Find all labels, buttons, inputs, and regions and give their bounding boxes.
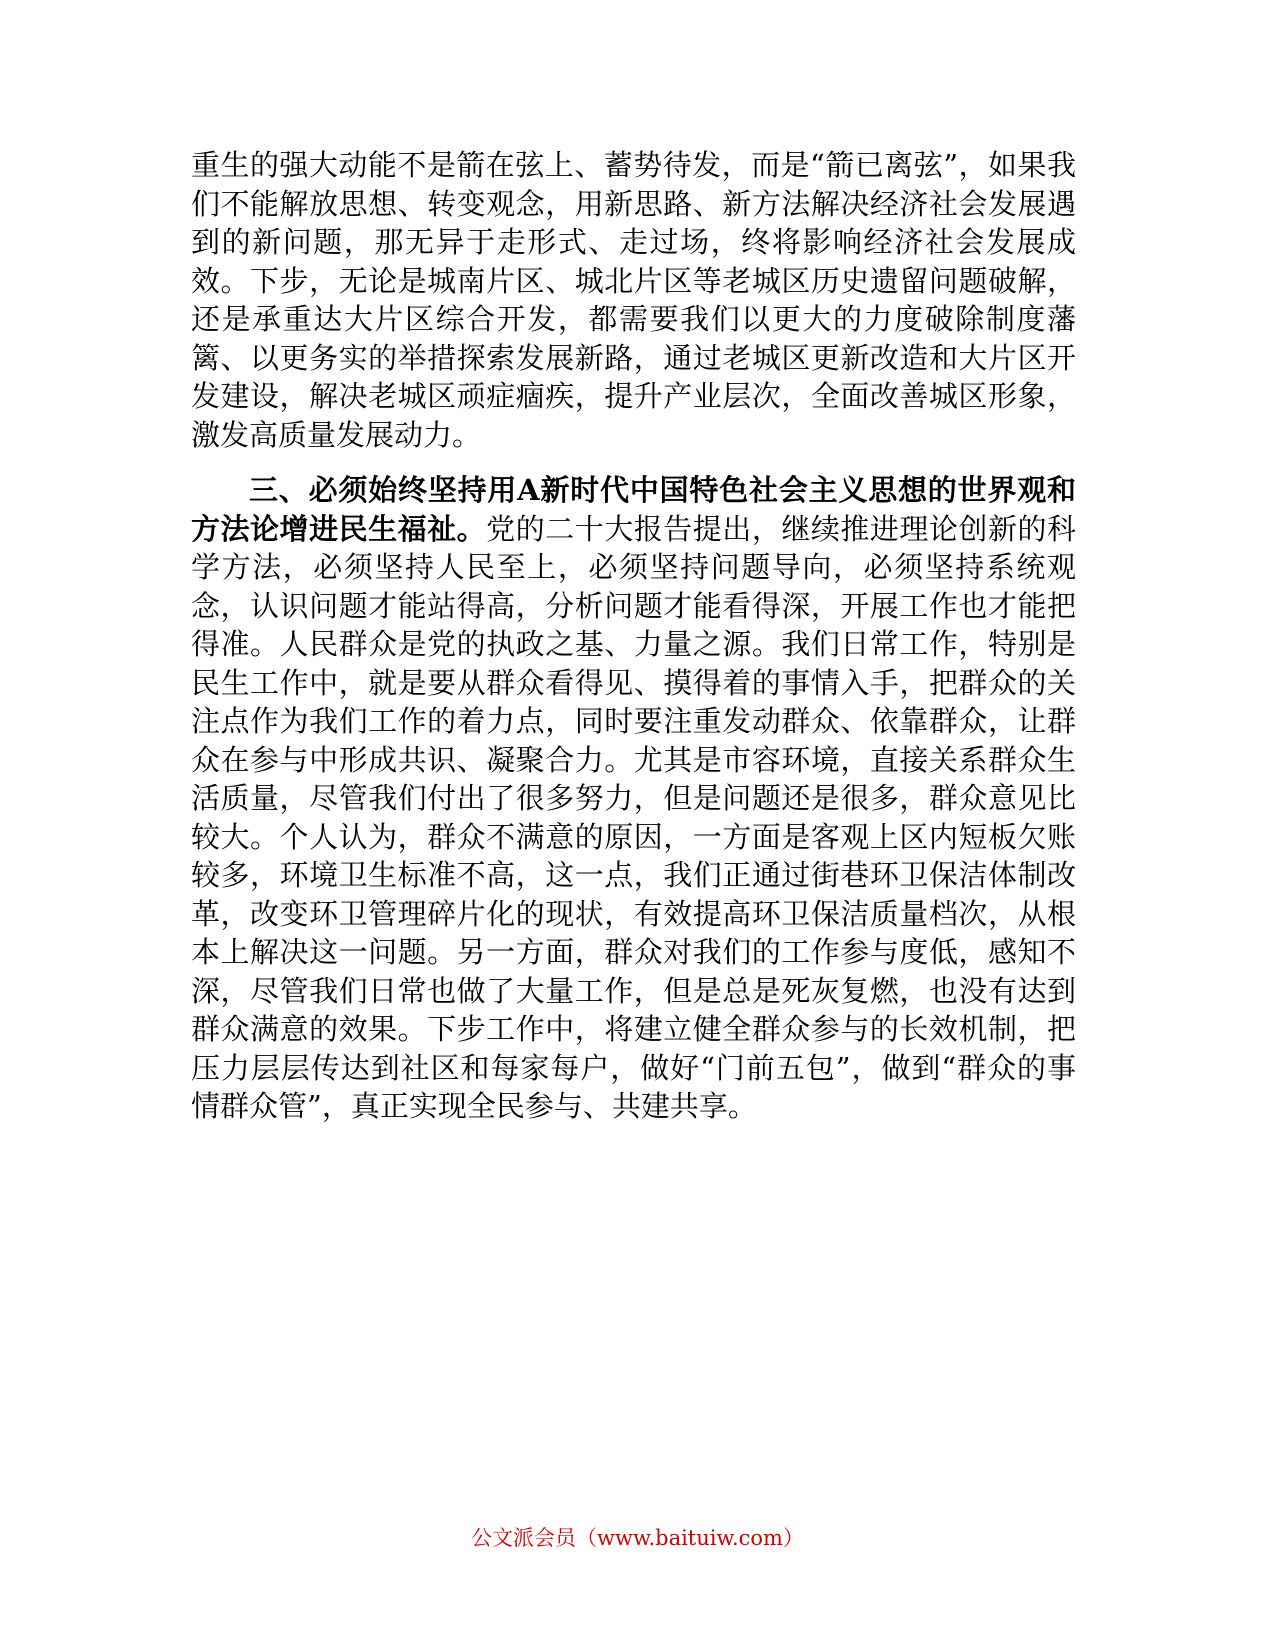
paragraph-text: 重生的强大动能不是箭在弦上、蓄势待发，而是“箭已离弦”，如果我们不能解放思想、转变观念，用新思路、新方法解决经济社会发展遇到的新问题，那无异于走形式、走过场，终将影响经济社会发展成效。下步，无论是城南片区、城北片区等老城区历史遗留问题破解，还是承重达大片区综合开发，都需要我们以更大的力度破除制度藩篱、以更务实的举措探索发展新路，通过老城区更新改造和大片区开发建设，解决老城区顽症痼疾，提升产业层次，全面改善城区形象，激发高质量发展动力。 bbox=[191, 148, 1076, 452]
paragraph-continued bbox=[191, 146, 1076, 454]
paragraph-text: 党的二十大报告提出，继续推进理论创新的科学方法，必须坚持人民至上，必须坚持问题导向，必须坚持系统观念，认识问题才能站得高，分析问题才能看得深，开展工作也才能把得准。人民群众是党的执政之基、力量之源。我们日常工作，特别是民生工作中，就是要从群众看得见、摸得着的事情入手，把群众的关注点作为我们工作的着力点，同时要注重发动群众、依靠群众，让群众在参与中形成共识、凝聚合力。尤其是市容环境，直接关系群众生活质量，尽管我们付出了很多努力，但是问题还是很多，群众意见比较大。个人认为，群众不满意的原因，一方面是客观上区内短板欠账较多，环境卫生标准不高，这一点，我们正通过街巷环卫保洁体制改革，改变环卫管理碎片化的现状，有效提高环卫保洁质量档次，从根本上解决这一问题。另一方面，群众对我们的工作参与度低，感知不深，尽管我们日常也做了大量工作，但是总是死灰复燃，也没有达到群众满意的效果。下步工作中，将建立健全群众参与的长效机制，把压力层层传达到社区和每家每户，做好“门前五包”，做到“群众的事情群众管”，真正实现全民参与、共建共享。 bbox=[191, 511, 1076, 1123]
footer-watermark: 公文派会员（www.baituiw.com） bbox=[471, 1526, 804, 1550]
document-body bbox=[191, 146, 1076, 1126]
paragraph-section-three bbox=[191, 471, 1076, 1126]
section-heading: 三、必须始终坚持用A新时代中国特色社会主义思想的世界观和方法论增进民生福祉。 bbox=[191, 473, 1076, 546]
